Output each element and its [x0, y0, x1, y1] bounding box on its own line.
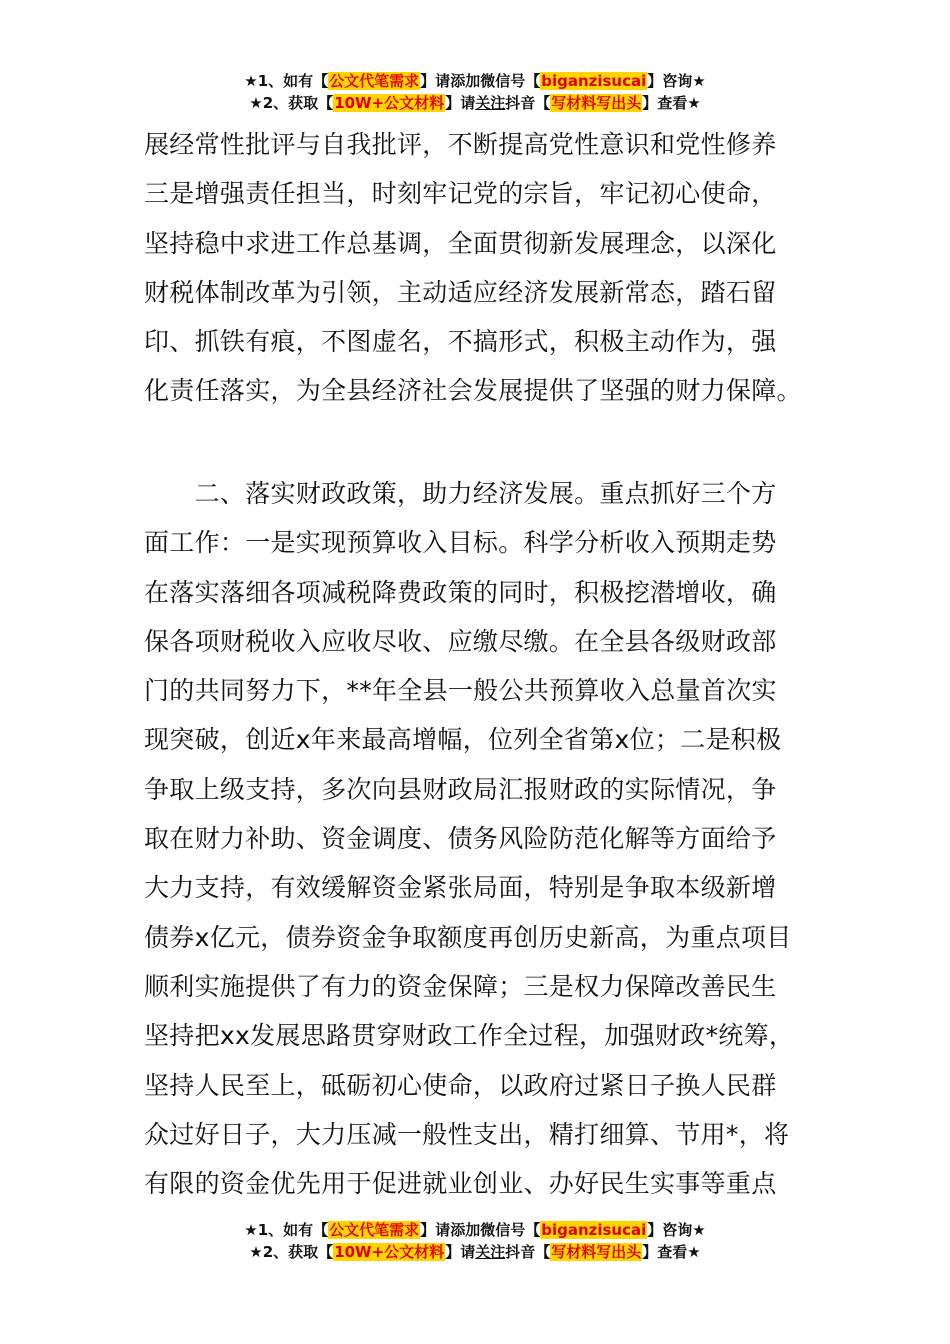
banner-text: ★1、如有【 [244, 1221, 329, 1239]
banner-text: 】查看★ [642, 1243, 701, 1261]
banner-highlight: 公文代笔需求 [329, 1221, 420, 1239]
paragraph-1 [144, 120, 814, 416]
banner-emphasis: 添加 [450, 72, 481, 90]
text-line: 门的共同努力下，**年全县一般公共预算收入总量首次实 [144, 676, 777, 706]
text-line: 保各项财税收入应收尽收、应缴尽缴。在全县各级财政部 [144, 626, 777, 656]
banner-line-1 [0, 70, 950, 92]
banner-text: 微信号【 [480, 72, 541, 90]
banner-line-2 [0, 1241, 950, 1263]
text-line: 财税体制改革为引领，主动适应经济发展新常态，踏石留 [144, 277, 777, 307]
banner-text: 】咨询★ [647, 1221, 706, 1239]
text-line: 面工作：一是实现预算收入目标。科学分析收入预期走势 [144, 528, 777, 558]
banner-highlight: 10W+公文材料 [334, 94, 445, 112]
banner-highlight: 写材料写出头 [551, 94, 642, 112]
text-line: 展经常性批评与自我批评，不断提高党性意识和党性修养 [144, 130, 777, 159]
banner-text: 微信号【 [480, 1221, 541, 1239]
text-line: 众过好日子，大力压减一般性支出，精打细算、节用*，将 [144, 1119, 790, 1149]
banner-text: 抖音【 [505, 94, 551, 112]
banner-text: ★2、获取【 [249, 94, 334, 112]
text-line: 债券x亿元，债券资金争取额度再创历史新高，为重点项目 [144, 922, 792, 952]
banner-highlight: 10W+公文材料 [334, 1243, 445, 1261]
text-line: 顺利实施提供了有力的资金保障；三是权力保障改善民生 [144, 971, 777, 1001]
text-line: 取在财力补助、资金调度、债务风险防范化解等方面给予 [144, 824, 777, 854]
text-line: 坚持把xx发展思路贯穿财政工作全过程，加强财政*统筹， [144, 1021, 795, 1051]
banner-line-1 [0, 1219, 950, 1241]
banner-text: 】请 [420, 1221, 451, 1239]
banner-emphasis: 关注 [475, 94, 506, 112]
banner-highlight: biganzisucai [541, 72, 647, 90]
text-line: 化责任落实，为全县经济社会发展提供了坚强的财力保障。 [144, 376, 802, 406]
text-line: 在落实落细各项减税降费政策的同时，积极挖潜增收，确 [144, 577, 777, 607]
banner-highlight: 写材料写出头 [551, 1243, 642, 1261]
banner-line-2 [0, 92, 950, 114]
footer-banner [0, 1219, 950, 1263]
banner-text: 抖音【 [505, 1243, 551, 1261]
text-line: 印、抓铁有痕，不图虚名，不搞形式，积极主动作为，强 [144, 327, 777, 357]
banner-highlight: 公文代笔需求 [329, 72, 420, 90]
banner-text: 】查看★ [642, 94, 701, 112]
text-line: 争取上级支持，多次向县财政局汇报财政的实际情况，争 [144, 774, 777, 804]
text-line: 坚持人民至上，砥砺初心使命，以政府过紧日子换人民群 [144, 1070, 777, 1100]
banner-highlight: biganzisucai [541, 1221, 647, 1239]
text-line: 有限的资金优先用于促进就业创业、办好民生实事等重点 [144, 1169, 777, 1199]
banner-text: 】请 [420, 72, 451, 90]
banner-text: 】咨询★ [647, 72, 706, 90]
banner-text: 】请 [445, 94, 476, 112]
text-line: 坚持稳中求进工作总基调，全面贯彻新发展理念，以深化 [144, 228, 777, 258]
text-line: 大力支持，有效缓解资金紧张局面，特别是争取本级新增 [144, 873, 777, 903]
paragraph-2 [144, 469, 814, 1208]
text-line: 现突破，创近x年来最高增幅，位列全省第x位；二是积极 [144, 725, 782, 755]
banner-emphasis: 关注 [475, 1243, 506, 1261]
banner-text: ★2、获取【 [249, 1243, 334, 1261]
banner-emphasis: 添加 [450, 1221, 481, 1239]
header-banner [0, 70, 950, 114]
banner-text: ★1、如有【 [244, 72, 329, 90]
text-line: 二、落实财政政策，助力经济发展。重点抓好三个方 [144, 479, 777, 508]
text-line: 三是增强责任担当，时刻牢记党的宗旨，牢记初心使命， [144, 179, 777, 209]
banner-text: 】请 [445, 1243, 476, 1261]
